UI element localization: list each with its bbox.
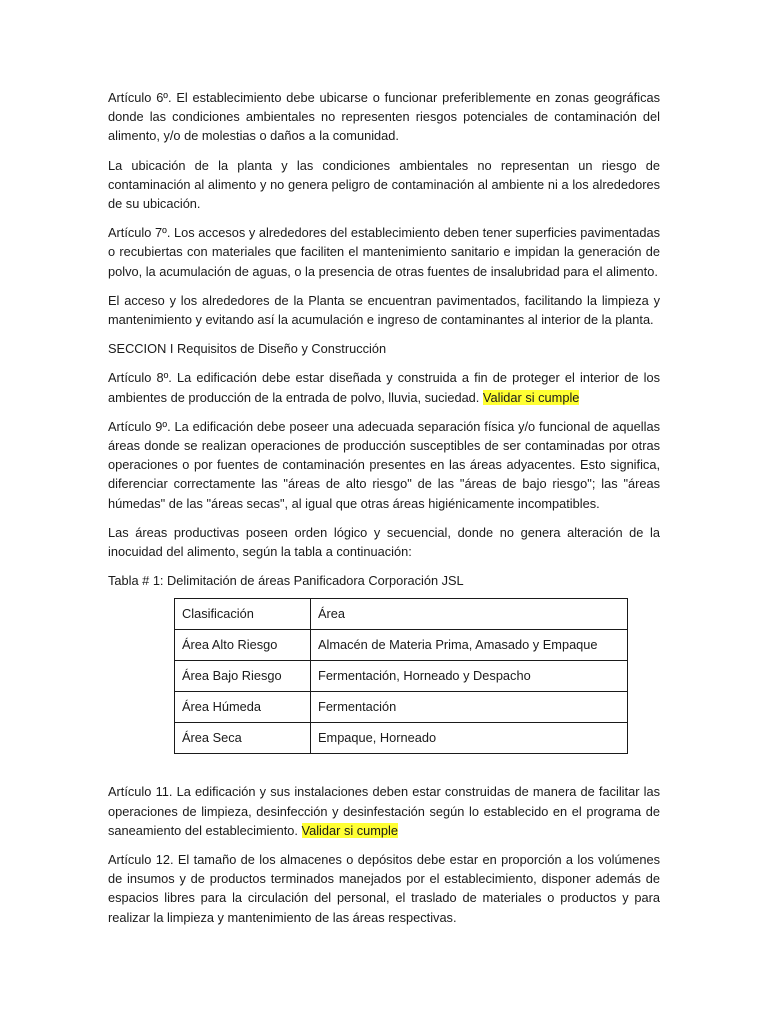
areas-table [174, 598, 628, 754]
section-heading: SECCION I Requisitos de Diseño y Construcción [108, 341, 387, 357]
paragraph-ubicacion-planta: La ubicación de la planta y las condiciones ambientales no representan un riesgo de contaminación al alimento y no genera peligro de contaminación al ambiente ni a los alrededores de su ubicación. [108, 157, 660, 212]
highlight-validar-articulo-11: Validar si cumple [301, 822, 398, 838]
table-cell: Área Alto Riesgo [175, 630, 311, 661]
table-header-cell: Área [311, 599, 628, 630]
paragraph-articulo-9: Artículo 9º. La edificación debe poseer una adecuada separación física y/o funcional de aquellas áreas donde se realizan operaciones de producción susceptibles de ser contaminadas por otras operaciones o por fuentes de contaminación presentes en las áreas adyacentes. Esto significa, diferenciar correctamente las "áreas de alto riesgo" de las "áreas de bajo riesgo"; las "áreas húmedas" de las "áreas secas", al igual que otras áreas higiénicamente incompatibles. [108, 418, 660, 511]
paragraph-articulo-8-text: Artículo 8º. La edificación debe estar diseñada y construida a fin de proteger el interior de los ambientes de producción de la entrada de polvo, lluvia, suciedad. [108, 370, 660, 405]
paragraph-articulo-11-text: Artículo 11. La edificación y sus instalaciones deben estar construidas de manera de facilitar las operaciones de limpieza, desinfección y desinfestación según lo establecido en el programa de saneamiento del establecimiento. [108, 784, 660, 838]
paragraph-acceso-alrededores: El acceso y los alrededores de la Planta se encuentran pavimentados, facilitando la limpieza y mantenimiento y evitando así la acumulación e ingreso de contaminantes al interior de la planta. [108, 292, 660, 328]
table-row [175, 723, 628, 754]
table-row [175, 630, 628, 661]
paragraph-articulo-11 [108, 782, 660, 840]
table-cell: Área Seca [175, 723, 311, 754]
paragraph-articulo-8 [108, 368, 660, 406]
table-cell: Área Húmeda [175, 692, 311, 723]
paragraph-articulo-12: Artículo 12. El tamaño de los almacenes o depósitos debe estar en proporción a los volúmenes de insumos y de productos terminados manejados por el establecimiento, disponer además de espacios libres para la circulación del personal, el traslado de materiales o productos y para realizar la limpieza y mantenimiento de las áreas respectivas. [108, 852, 660, 925]
paragraph-areas-productivas: Las áreas productivas poseen orden lógico y secuencial, donde no genera alteración de la inocuidad del alimento, según la tabla a continuación: [108, 524, 660, 560]
table-cell: Área Bajo Riesgo [175, 661, 311, 692]
table-header-cell: Clasificación [175, 599, 311, 630]
table-cell: Fermentación [311, 692, 628, 723]
table-header-row [175, 599, 628, 630]
table-caption: Tabla # 1: Delimitación de áreas Panificadora Corporación JSL [108, 573, 464, 589]
paragraph-articulo-6: Artículo 6º. El establecimiento debe ubicarse o funcionar preferiblemente en zonas geográficas donde las condiciones ambientales no representen riesgos potenciales de contaminación del alimento, y/o de molestias o daños a la comunidad. [108, 90, 660, 144]
table-cell: Empaque, Horneado [311, 723, 628, 754]
table-cell: Almacén de Materia Prima, Amasado y Empaque [311, 630, 628, 661]
highlight-validar-articulo-8: Validar si cumple [482, 389, 580, 405]
document-page [108, 88, 660, 937]
table-row [175, 692, 628, 723]
table-cell: Fermentación, Horneado y Despacho [311, 661, 628, 692]
paragraph-articulo-7: Artículo 7º. Los accesos y alrededores del establecimiento deben tener superficies pavimentadas o recubiertas con materiales que faciliten el mantenimiento sanitario e impidan la generación de polvo, la acumulación de aguas, o la presencia de otras fuentes de insalubridad para el alimento. [108, 225, 660, 279]
table-row [175, 661, 628, 692]
